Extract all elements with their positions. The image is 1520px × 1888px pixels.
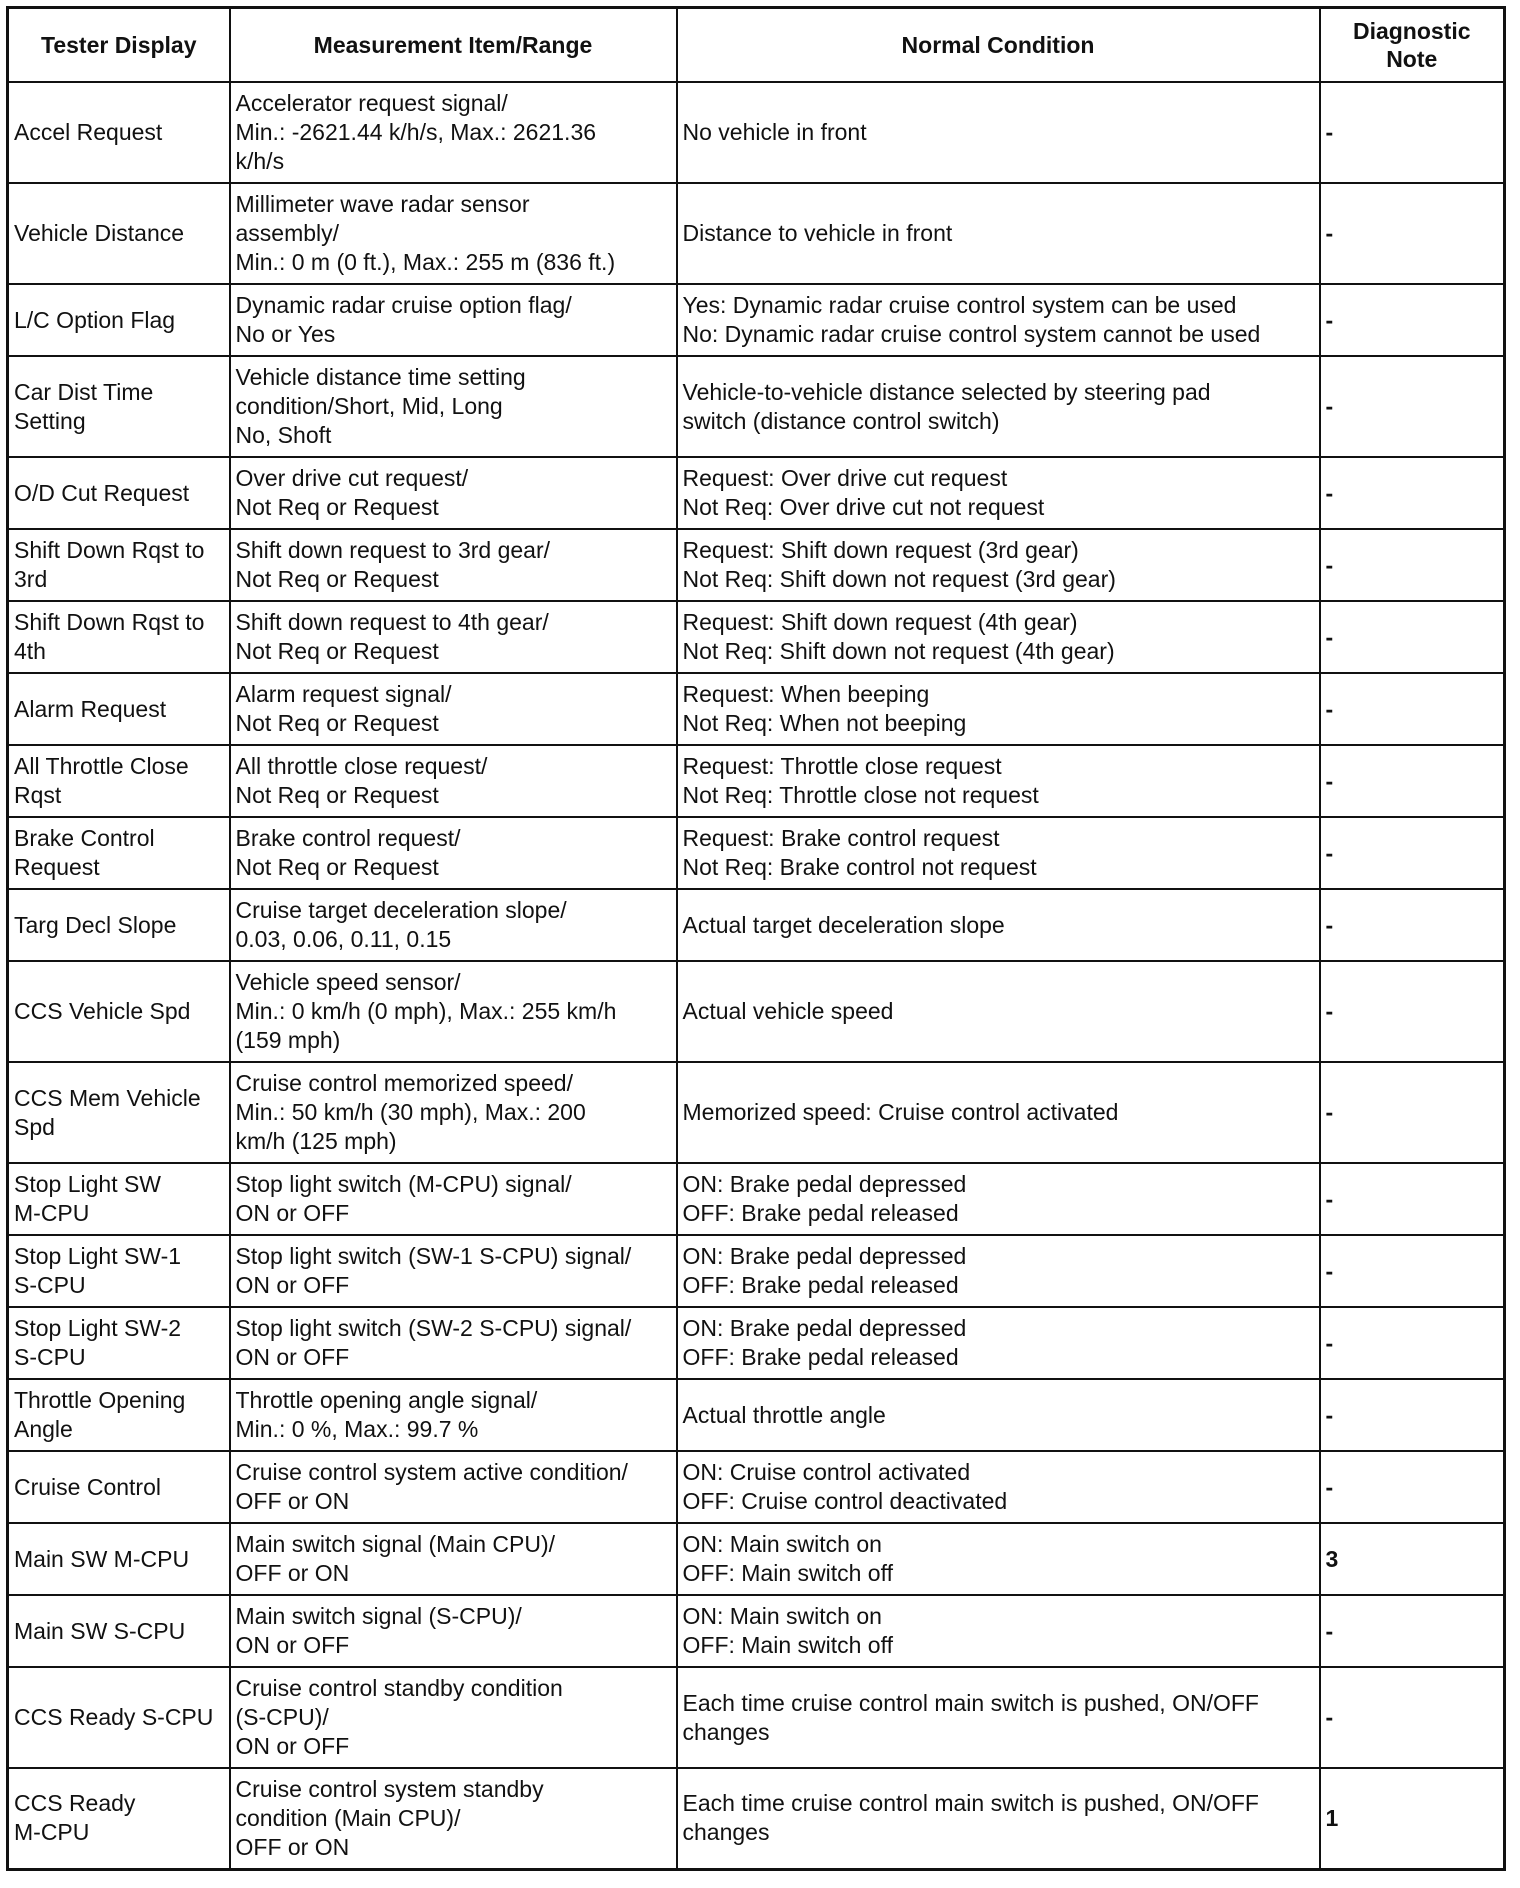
cell-diagnostic-note: - (1320, 889, 1505, 961)
cell-diagnostic-note: - (1320, 1451, 1505, 1523)
cell-diagnostic-note: - (1320, 817, 1505, 889)
cell-diagnostic-note: - (1320, 961, 1505, 1062)
cell-normal-condition: Request: Brake control request Not Req: Brake control not request (677, 817, 1320, 889)
cell-normal-condition: Request: When beeping Not Req: When not beeping (677, 673, 1320, 745)
cell-measurement-item: Cruise target deceleration slope/ 0.03, 0.06, 0.11, 0.15 (230, 889, 677, 961)
table-row (8, 356, 1505, 457)
cell-normal-condition: Actual target deceleration slope (677, 889, 1320, 961)
cell-tester-display: Stop Light SW M-CPU (8, 1163, 230, 1235)
cell-diagnostic-note: - (1320, 82, 1505, 183)
cell-measurement-item: Main switch signal (S-CPU)/ ON or OFF (230, 1595, 677, 1667)
cell-tester-display: Car Dist Time Setting (8, 356, 230, 457)
cell-normal-condition: Each time cruise control main switch is pushed, ON/OFF changes (677, 1768, 1320, 1869)
table-row (8, 673, 1505, 745)
table-row (8, 284, 1505, 356)
cell-normal-condition: Vehicle-to-vehicle distance selected by steering pad switch (distance control switch) (677, 356, 1320, 457)
cell-normal-condition: Yes: Dynamic radar cruise control system can be used No: Dynamic radar cruise control system cannot be used (677, 284, 1320, 356)
cell-normal-condition: Request: Shift down request (4th gear) Not Req: Shift down not request (4th gear) (677, 601, 1320, 673)
cell-tester-display: Throttle Opening Angle (8, 1379, 230, 1451)
cell-normal-condition: Request: Over drive cut request Not Req: Over drive cut not request (677, 457, 1320, 529)
cell-tester-display: All Throttle Close Rqst (8, 745, 230, 817)
cell-tester-display: L/C Option Flag (8, 284, 230, 356)
cell-normal-condition: Each time cruise control main switch is pushed, ON/OFF changes (677, 1667, 1320, 1768)
cell-normal-condition: Request: Shift down request (3rd gear) Not Req: Shift down not request (3rd gear) (677, 529, 1320, 601)
cell-measurement-item: Brake control request/ Not Req or Request (230, 817, 677, 889)
cell-diagnostic-note: - (1320, 356, 1505, 457)
cell-tester-display: Accel Request (8, 82, 230, 183)
cell-normal-condition: Actual throttle angle (677, 1379, 1320, 1451)
cell-tester-display: CCS Ready S-CPU (8, 1667, 230, 1768)
cell-tester-display: CCS Vehicle Spd (8, 961, 230, 1062)
cell-measurement-item: Over drive cut request/ Not Req or Request (230, 457, 677, 529)
cell-diagnostic-note: - (1320, 1062, 1505, 1163)
cell-diagnostic-note: - (1320, 457, 1505, 529)
cell-diagnostic-note: - (1320, 1667, 1505, 1768)
cell-diagnostic-note: - (1320, 529, 1505, 601)
cell-diagnostic-note: - (1320, 673, 1505, 745)
cell-measurement-item: Cruise control system standby condition (Main CPU)/ OFF or ON (230, 1768, 677, 1869)
table-row (8, 1379, 1505, 1451)
cell-tester-display: Brake Control Request (8, 817, 230, 889)
table-row (8, 1667, 1505, 1768)
cell-diagnostic-note: - (1320, 284, 1505, 356)
cell-diagnostic-note: - (1320, 1307, 1505, 1379)
cell-diagnostic-note: 3 (1320, 1523, 1505, 1595)
table-row (8, 817, 1505, 889)
table-row (8, 745, 1505, 817)
cell-measurement-item: Throttle opening angle signal/ Min.: 0 %, Max.: 99.7 % (230, 1379, 677, 1451)
cell-tester-display: CCS Mem Vehicle Spd (8, 1062, 230, 1163)
cell-tester-display: Stop Light SW-1 S-CPU (8, 1235, 230, 1307)
cell-diagnostic-note: - (1320, 1379, 1505, 1451)
table-row (8, 1768, 1505, 1869)
table-row (8, 1062, 1505, 1163)
cell-tester-display: Shift Down Rqst to 4th (8, 601, 230, 673)
cell-measurement-item: Alarm request signal/ Not Req or Request (230, 673, 677, 745)
cell-tester-display: O/D Cut Request (8, 457, 230, 529)
cell-measurement-item: Dynamic radar cruise option flag/ No or Yes (230, 284, 677, 356)
cell-normal-condition: ON: Brake pedal depressed OFF: Brake pedal released (677, 1163, 1320, 1235)
header-row (8, 8, 1505, 83)
cell-measurement-item: Vehicle distance time setting condition/Short, Mid, Long No, Shoft (230, 356, 677, 457)
data-list-table (6, 6, 1506, 1871)
cell-tester-display: Shift Down Rqst to 3rd (8, 529, 230, 601)
cell-tester-display: CCS Ready M-CPU (8, 1768, 230, 1869)
cell-tester-display: Main SW S-CPU (8, 1595, 230, 1667)
cell-measurement-item: Stop light switch (SW-1 S-CPU) signal/ ON or OFF (230, 1235, 677, 1307)
cell-diagnostic-note: - (1320, 745, 1505, 817)
cell-normal-condition: ON: Main switch on OFF: Main switch off (677, 1595, 1320, 1667)
cell-diagnostic-note: - (1320, 1163, 1505, 1235)
cell-tester-display: Cruise Control (8, 1451, 230, 1523)
cell-diagnostic-note: - (1320, 601, 1505, 673)
cell-tester-display: Alarm Request (8, 673, 230, 745)
cell-measurement-item: Cruise control system active condition/ OFF or ON (230, 1451, 677, 1523)
header-measurement-item: Measurement Item/Range (230, 8, 677, 83)
cell-normal-condition: No vehicle in front (677, 82, 1320, 183)
cell-diagnostic-note: - (1320, 1235, 1505, 1307)
table-row (8, 183, 1505, 284)
table-row (8, 961, 1505, 1062)
cell-normal-condition: Distance to vehicle in front (677, 183, 1320, 284)
table-row (8, 457, 1505, 529)
cell-diagnostic-note: 1 (1320, 1768, 1505, 1869)
table-row (8, 1235, 1505, 1307)
table-row (8, 529, 1505, 601)
data-list-sheet (6, 6, 1506, 1871)
cell-normal-condition: ON: Brake pedal depressed OFF: Brake pedal released (677, 1307, 1320, 1379)
header-normal-condition: Normal Condition (677, 8, 1320, 83)
table-row (8, 601, 1505, 673)
table-row (8, 1523, 1505, 1595)
cell-measurement-item: Millimeter wave radar sensor assembly/ Min.: 0 m (0 ft.), Max.: 255 m (836 ft.) (230, 183, 677, 284)
header-tester-display: Tester Display (8, 8, 230, 83)
cell-normal-condition: ON: Cruise control activated OFF: Cruise control deactivated (677, 1451, 1320, 1523)
cell-measurement-item: Cruise control memorized speed/ Min.: 50 km/h (30 mph), Max.: 200 km/h (125 mph) (230, 1062, 677, 1163)
cell-diagnostic-note: - (1320, 183, 1505, 284)
cell-measurement-item: Accelerator request signal/ Min.: -2621.44 k/h/s, Max.: 2621.36 k/h/s (230, 82, 677, 183)
table-row (8, 82, 1505, 183)
table-row (8, 1307, 1505, 1379)
cell-tester-display: Vehicle Distance (8, 183, 230, 284)
cell-measurement-item: All throttle close request/ Not Req or Request (230, 745, 677, 817)
cell-measurement-item: Cruise control standby condition (S-CPU)/ ON or OFF (230, 1667, 677, 1768)
cell-tester-display: Main SW M-CPU (8, 1523, 230, 1595)
cell-measurement-item: Shift down request to 4th gear/ Not Req or Request (230, 601, 677, 673)
cell-measurement-item: Shift down request to 3rd gear/ Not Req or Request (230, 529, 677, 601)
cell-normal-condition: Request: Throttle close request Not Req: Throttle close not request (677, 745, 1320, 817)
cell-tester-display: Stop Light SW-2 S-CPU (8, 1307, 230, 1379)
table-row (8, 889, 1505, 961)
cell-normal-condition: Actual vehicle speed (677, 961, 1320, 1062)
table-row (8, 1451, 1505, 1523)
header-diagnostic-note: Diagnostic Note (1320, 8, 1505, 83)
cell-normal-condition: ON: Main switch on OFF: Main switch off (677, 1523, 1320, 1595)
cell-measurement-item: Vehicle speed sensor/ Min.: 0 km/h (0 mph), Max.: 255 km/h (159 mph) (230, 961, 677, 1062)
cell-measurement-item: Stop light switch (SW-2 S-CPU) signal/ ON or OFF (230, 1307, 677, 1379)
cell-measurement-item: Stop light switch (M-CPU) signal/ ON or OFF (230, 1163, 677, 1235)
cell-tester-display: Targ Decl Slope (8, 889, 230, 961)
cell-measurement-item: Main switch signal (Main CPU)/ OFF or ON (230, 1523, 677, 1595)
cell-diagnostic-note: - (1320, 1595, 1505, 1667)
cell-normal-condition: Memorized speed: Cruise control activated (677, 1062, 1320, 1163)
table-row (8, 1595, 1505, 1667)
cell-normal-condition: ON: Brake pedal depressed OFF: Brake pedal released (677, 1235, 1320, 1307)
table-row (8, 1163, 1505, 1235)
